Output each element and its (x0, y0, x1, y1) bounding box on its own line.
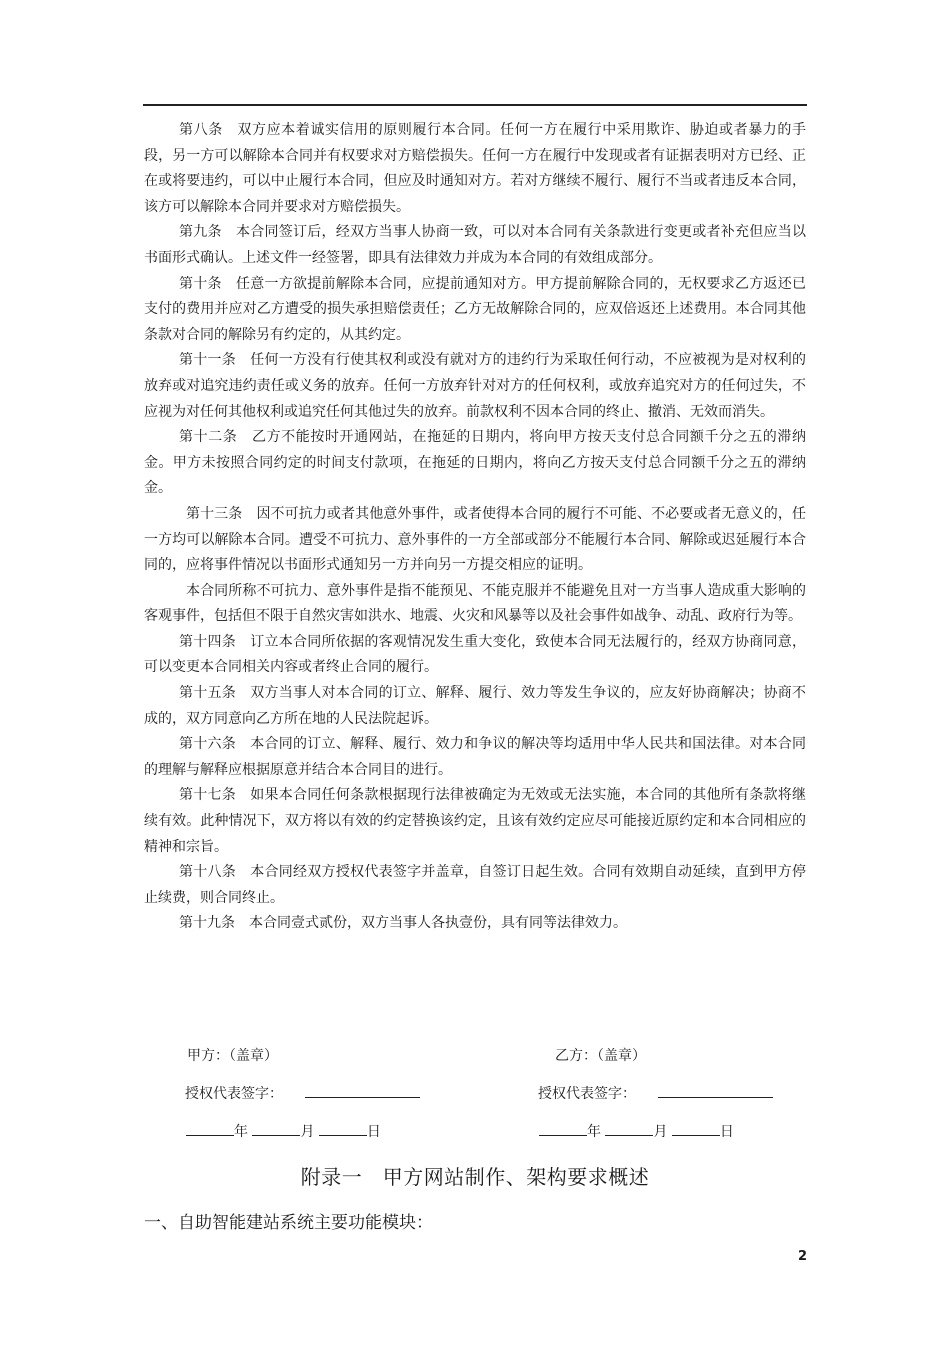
section-heading: 一、自助智能建站系统主要功能模块： (144, 1213, 433, 1233)
article-12: 第十二条 乙方不能按时开通网站，在拖延的日期内，将向甲方按天支付总合同额千分之五的滞纳金。甲方未按照合同约定的时间支付款项，在拖延的日期内，将向乙方按天支付总合同额千分之五的滞纳金。 (144, 429, 806, 497)
party-a-year-line[interactable] (186, 1135, 234, 1136)
party-b-date-row (539, 1121, 734, 1141)
article-17: 第十七条 如果本合同任何条款根据现行法律被确定为无效或无法实施，本合同的其他所有条款将继续有效。此种情况下，双方将以有效的约定替换该约定，且该有效约定应尽可能接近原约定和本合同相应的精神和宗旨。 (144, 787, 806, 855)
party-a-date-row (186, 1121, 381, 1141)
article-18: 第十八条 本合同经双方授权代表签字并盖章，自签订日起生效。合同有效期自动延续，直到甲方停止续费，则合同终止。 (144, 864, 806, 906)
article-13: 第十三条 因不可抗力或者其他意外事件，或者使得本合同的履行不可能、不必要或者无意义的，任一方均可以解除本合同。遭受不可抗力、意外事件的一方全部或部分不能履行本合同、解除或迟延履行本合同的，应将事件情况以书面形式通知另一方并向另一方提交相应的证明。 (144, 505, 806, 574)
party-a-rep-label: 授权代表签字： (185, 1086, 283, 1102)
party-a-month-line[interactable] (252, 1135, 300, 1136)
year-label: 年 (587, 1124, 601, 1140)
party-b-seal: 乙方：（盖章） (555, 1048, 646, 1064)
article-10: 第十条 任意一方欲提前解除本合同，应提前通知对方。甲方提前解除合同的，无权要求乙方返还已支付的费用并应对乙方遭受的损失承担赔偿责任；乙方无故解除合同的，应双倍返还上述费用。本合同其他条款对合同的解除另有约定的，从其约定。 (144, 275, 806, 343)
article-16: 第十六条 本合同的订立、解释、履行、效力和争议的解决等均适用中华人民共和国法律。对本合同的理解与解释应根据原意并结合本合同目的进行。 (144, 736, 806, 778)
day-label: 日 (719, 1124, 734, 1140)
article-15: 第十五条 双方当事人对本合同的订立、解释、履行、效力等发生争议的，应友好协商解决；协商不成的，双方同意向乙方所在地的人民法院起诉。 (144, 685, 806, 727)
party-b-rep-row (538, 1083, 773, 1103)
party-b-month-line[interactable] (605, 1135, 653, 1136)
party-a-signature-line[interactable] (305, 1097, 420, 1098)
party-a-seal: 甲方：（盖章） (187, 1048, 278, 1064)
page-number: 2 (798, 1249, 808, 1264)
header-rule (143, 104, 807, 106)
article-9: 第九条 本合同签订后，经双方当事人协商一致，可以对本合同有关条款进行变更或者补充但应当以书面形式确认。上述文件一经签署，即具有法律效力并成为本合同的有效组成部分。 (144, 224, 806, 266)
party-a-day-line[interactable] (319, 1135, 367, 1136)
article-19: 第十九条 本合同壹式贰份，双方当事人各执壹份，具有同等法律效力。 (179, 915, 627, 932)
party-b-year-line[interactable] (539, 1135, 587, 1136)
month-label: 月 (653, 1124, 668, 1140)
force-majeure-definition: 本合同所称不可抗力、意外事件是指不能预见、不能克服并不能避免且对一方当事人造成重大影响的客观事件，包括但不限于自然灾害如洪水、地震、火灾和风暴等以及社会事件如战争、动乱、政府行为等。 (144, 582, 806, 625)
party-a-rep-row (185, 1083, 420, 1103)
article-8: 第八条 双方应本着诚实信用的原则履行本合同。任何一方在履行中采用欺诈、胁迫或者暴力的手段，另一方可以解除本合同并有权要求对方赔偿损失。任何一方在履行中发现或者有证据表明对方已经、正在或将要违约，可以中止履行本合同，但应及时通知对方。若对方继续不履行、履行不当或者违反本合同，该方可以解除本合同并要求对方赔偿损失。 (144, 122, 806, 215)
month-label: 月 (300, 1124, 315, 1140)
year-label: 年 (234, 1124, 248, 1140)
party-b-rep-label: 授权代表签字： (538, 1086, 636, 1102)
day-label: 日 (366, 1124, 381, 1140)
article-14: 第十四条 订立本合同所依据的客观情况发生重大变化，致使本合同无法履行的，经双方协商同意，可以变更本合同相关内容或者终止合同的履行。 (144, 633, 806, 676)
party-b-signature-line[interactable] (658, 1097, 773, 1098)
contract-body (144, 118, 806, 937)
party-b-day-line[interactable] (672, 1135, 720, 1136)
article-11: 第十一条 任何一方没有行使其权利或没有就对方的违约行为采取任何行动，不应被视为是对权利的放弃或对追究违约责任或义务的放弃。任何一方放弃针对对方的任何权利，或放弃追究对方的任何过失，不应视为对任何其他权利或追究任何其他过失的放弃。前款权利不因本合同的终止、撤消、无效而消失。 (144, 352, 806, 420)
appendix-title: 附录一 甲方网站制作、架构要求概述 (300, 1165, 650, 1189)
